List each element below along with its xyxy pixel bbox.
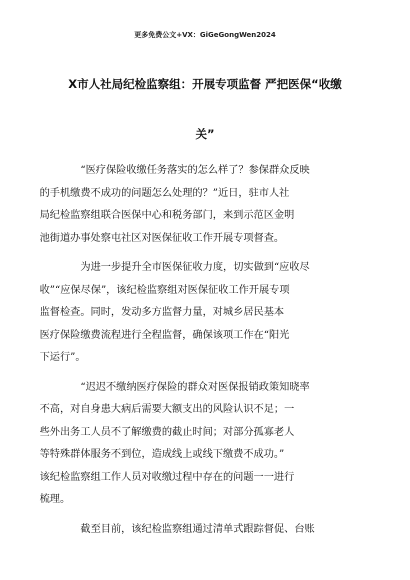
paragraph-line: 下运行”。 [39, 352, 86, 363]
paragraph-line: 为进一步提升全市医保征收力度，切实做到“应收尽 [80, 262, 310, 273]
paragraph-line: 等特殊群体服务不到位，造成线上或线下缴费不成功。” [39, 449, 285, 460]
paragraph-line: 截至目前，该纪检监察组通过清单式跟踪督促、台账 [80, 523, 315, 535]
paragraph-line: 的手机缴费不成功的问题怎么处理的？”近日，驻市人社 [39, 187, 290, 199]
paragraph-3 [39, 377, 350, 512]
paragraph-4 [60, 519, 350, 542]
header-note: 更多免费公文+VX：GiGeGongWen2024 [134, 31, 276, 39]
paragraph-line: 池街道办事处察屯社区对医保征收工作开展专项督查。 [39, 232, 285, 244]
paragraph-line: 监督检查。同时，发动多方监督力量，对城乡居民基本 [39, 307, 285, 318]
document-title-line-1: X市人社局纪检监察组：开展专项监督 严把医保“收缴 [68, 77, 342, 91]
paragraph-2 [39, 257, 350, 370]
paragraph-line: “迟迟不缴纳医疗保险的群众对医保报销政策知晓率 [80, 381, 310, 393]
paragraph-line: 收”“应保尽保”，该纪检监察组对医保征收工作开展专项 [39, 284, 290, 296]
paragraph-line: “医疗保险收缴任务落实的怎么样了？参保群众反映 [80, 165, 310, 176]
paragraph-line: 不高，对自身患大病后需要大额支出的风险认识不足；一 [39, 404, 295, 415]
paragraph-line: 局纪检监察组联合医保中心和税务部门，来到示范区金明 [39, 210, 295, 221]
paragraph-line: 些外出务工人员不了解缴费的截止时间；对部分孤寡老人 [39, 426, 295, 438]
document-body [39, 160, 350, 541]
paragraph-1 [39, 160, 350, 250]
document-title-line-2: 关” [195, 127, 215, 141]
paragraph-line: 梳理。 [39, 494, 71, 505]
paragraph-line: 医疗保险缴费流程进行全程监督，确保该项工作在“阳光 [39, 329, 290, 341]
paragraph-line: 该纪检监察组工作人员对收缴过程中存在的问题一一进行 [39, 471, 295, 483]
